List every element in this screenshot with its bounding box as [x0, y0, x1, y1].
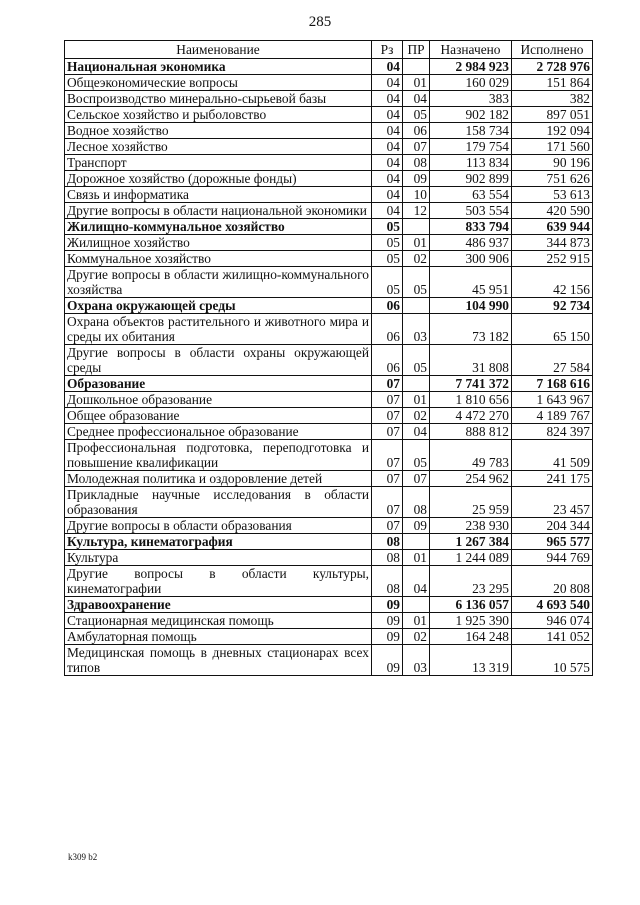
table-row	[65, 91, 593, 107]
row-rz-cell: 07	[372, 471, 403, 487]
row-pr-cell: 01	[403, 613, 430, 629]
table-row	[65, 187, 593, 203]
row-name-cell: Здравоохранение	[65, 597, 372, 613]
row-rz-cell: 07	[372, 424, 403, 440]
row-assigned-cell: 888 812	[430, 424, 512, 440]
row-executed-cell: 2 728 976	[512, 59, 593, 75]
row-pr-cell: 01	[403, 392, 430, 408]
row-assigned-cell: 503 554	[430, 203, 512, 219]
row-executed-cell: 53 613	[512, 187, 593, 203]
row-executed-cell: 151 864	[512, 75, 593, 91]
row-assigned-cell: 902 182	[430, 107, 512, 123]
row-executed-cell: 639 944	[512, 219, 593, 235]
table-header-row	[65, 41, 593, 59]
row-pr-cell: 01	[403, 550, 430, 566]
table-row	[65, 471, 593, 487]
row-assigned-cell: 1 244 089	[430, 550, 512, 566]
row-name-cell: Транспорт	[65, 155, 372, 171]
table-row	[65, 408, 593, 424]
row-pr-cell: 02	[403, 408, 430, 424]
row-executed-cell: 946 074	[512, 613, 593, 629]
row-assigned-cell: 4 472 270	[430, 408, 512, 424]
row-pr-cell: 04	[403, 424, 430, 440]
table-body	[65, 59, 593, 676]
row-pr-cell: 05	[403, 107, 430, 123]
row-rz-cell: 07	[372, 408, 403, 424]
row-executed-cell: 344 873	[512, 235, 593, 251]
row-executed-cell: 7 168 616	[512, 376, 593, 392]
row-executed-cell: 241 175	[512, 471, 593, 487]
row-executed-cell: 141 052	[512, 629, 593, 645]
table-row	[65, 645, 593, 676]
row-pr-cell: 05	[403, 267, 430, 298]
row-name-cell: Культура, кинематография	[65, 534, 372, 550]
row-executed-cell: 751 626	[512, 171, 593, 187]
row-pr-cell: 04	[403, 566, 430, 597]
table-row	[65, 123, 593, 139]
row-assigned-cell: 164 248	[430, 629, 512, 645]
row-pr-cell	[403, 534, 430, 550]
row-executed-cell: 27 584	[512, 345, 593, 376]
row-executed-cell: 41 509	[512, 440, 593, 471]
row-executed-cell: 965 577	[512, 534, 593, 550]
row-pr-cell	[403, 376, 430, 392]
row-name-cell: Коммунальное хозяйство	[65, 251, 372, 267]
row-name-cell: Другие вопросы в области культуры, кинематографии	[65, 566, 372, 597]
row-rz-cell: 04	[372, 123, 403, 139]
row-rz-cell: 04	[372, 203, 403, 219]
row-rz-cell: 07	[372, 440, 403, 471]
table-row	[65, 251, 593, 267]
table-row	[65, 155, 593, 171]
row-name-cell: Охрана окружающей среды	[65, 298, 372, 314]
row-executed-cell: 382	[512, 91, 593, 107]
table-row	[65, 392, 593, 408]
row-name-cell: Связь и информатика	[65, 187, 372, 203]
row-executed-cell: 171 560	[512, 139, 593, 155]
row-name-cell: Сельское хозяйство и рыболовство	[65, 107, 372, 123]
row-pr-cell: 03	[403, 314, 430, 345]
row-rz-cell: 07	[372, 518, 403, 534]
table-row	[65, 171, 593, 187]
row-executed-cell: 252 915	[512, 251, 593, 267]
row-pr-cell: 07	[403, 139, 430, 155]
row-assigned-cell: 486 937	[430, 235, 512, 251]
row-assigned-cell: 1 925 390	[430, 613, 512, 629]
header-name: Наименование	[65, 41, 372, 59]
row-executed-cell: 420 590	[512, 203, 593, 219]
row-executed-cell: 10 575	[512, 645, 593, 676]
row-executed-cell: 1 643 967	[512, 392, 593, 408]
row-pr-cell: 05	[403, 440, 430, 471]
row-pr-cell	[403, 219, 430, 235]
row-assigned-cell: 238 930	[430, 518, 512, 534]
row-pr-cell: 07	[403, 471, 430, 487]
table-row	[65, 550, 593, 566]
row-assigned-cell: 833 794	[430, 219, 512, 235]
table-row	[65, 235, 593, 251]
row-assigned-cell: 179 754	[430, 139, 512, 155]
row-name-cell: Общеэкономические вопросы	[65, 75, 372, 91]
row-assigned-cell: 1 267 384	[430, 534, 512, 550]
row-assigned-cell: 6 136 057	[430, 597, 512, 613]
row-pr-cell	[403, 298, 430, 314]
row-rz-cell: 04	[372, 139, 403, 155]
row-name-cell: Общее образование	[65, 408, 372, 424]
row-assigned-cell: 45 951	[430, 267, 512, 298]
row-rz-cell: 08	[372, 534, 403, 550]
table-row	[65, 219, 593, 235]
row-executed-cell: 4 693 540	[512, 597, 593, 613]
row-pr-cell: 08	[403, 155, 430, 171]
row-assigned-cell: 13 319	[430, 645, 512, 676]
row-pr-cell: 03	[403, 645, 430, 676]
header-rz: Рз	[372, 41, 403, 59]
table-row	[65, 75, 593, 91]
row-name-cell: Другие вопросы в области образования	[65, 518, 372, 534]
row-pr-cell: 12	[403, 203, 430, 219]
row-name-cell: Жилищное хозяйство	[65, 235, 372, 251]
row-name-cell: Молодежная политика и оздоровление детей	[65, 471, 372, 487]
row-pr-cell	[403, 59, 430, 75]
row-pr-cell	[403, 597, 430, 613]
row-executed-cell: 23 457	[512, 487, 593, 518]
row-rz-cell: 09	[372, 597, 403, 613]
row-rz-cell: 05	[372, 235, 403, 251]
row-name-cell: Дошкольное образование	[65, 392, 372, 408]
table-row	[65, 59, 593, 75]
row-rz-cell: 05	[372, 267, 403, 298]
row-executed-cell: 42 156	[512, 267, 593, 298]
row-assigned-cell: 300 906	[430, 251, 512, 267]
table-row	[65, 345, 593, 376]
row-name-cell: Профессиональная подготовка, переподготовка и повышение квалификации	[65, 440, 372, 471]
row-pr-cell: 05	[403, 345, 430, 376]
row-assigned-cell: 1 810 656	[430, 392, 512, 408]
table-row	[65, 203, 593, 219]
row-assigned-cell: 2 984 923	[430, 59, 512, 75]
row-executed-cell: 4 189 767	[512, 408, 593, 424]
table-row	[65, 613, 593, 629]
row-rz-cell: 04	[372, 155, 403, 171]
row-name-cell: Дорожное хозяйство (дорожные фонды)	[65, 171, 372, 187]
row-pr-cell: 10	[403, 187, 430, 203]
row-assigned-cell: 49 783	[430, 440, 512, 471]
row-executed-cell: 897 051	[512, 107, 593, 123]
header-executed: Исполнено	[512, 41, 593, 59]
table-row	[65, 267, 593, 298]
row-rz-cell: 04	[372, 75, 403, 91]
row-assigned-cell: 113 834	[430, 155, 512, 171]
table-row	[65, 139, 593, 155]
row-name-cell: Охрана объектов растительного и животного мира и среды их обитания	[65, 314, 372, 345]
table-row	[65, 298, 593, 314]
row-assigned-cell: 160 029	[430, 75, 512, 91]
row-pr-cell: 02	[403, 629, 430, 645]
row-pr-cell: 09	[403, 518, 430, 534]
row-rz-cell: 06	[372, 345, 403, 376]
table-row	[65, 597, 593, 613]
row-name-cell: Другие вопросы в области охраны окружающей среды	[65, 345, 372, 376]
row-name-cell: Другие вопросы в области жилищно-коммунального хозяйства	[65, 267, 372, 298]
row-name-cell: Лесное хозяйство	[65, 139, 372, 155]
row-name-cell: Культура	[65, 550, 372, 566]
row-rz-cell: 08	[372, 550, 403, 566]
row-name-cell: Образование	[65, 376, 372, 392]
row-assigned-cell: 31 808	[430, 345, 512, 376]
table-row	[65, 566, 593, 597]
row-executed-cell: 824 397	[512, 424, 593, 440]
table-row	[65, 376, 593, 392]
row-executed-cell: 65 150	[512, 314, 593, 345]
row-rz-cell: 04	[372, 187, 403, 203]
row-executed-cell: 944 769	[512, 550, 593, 566]
row-assigned-cell: 63 554	[430, 187, 512, 203]
header-assigned: Назначено	[430, 41, 512, 59]
table-row	[65, 487, 593, 518]
row-name-cell: Прикладные научные исследования в области образования	[65, 487, 372, 518]
row-executed-cell: 92 734	[512, 298, 593, 314]
row-rz-cell: 07	[372, 392, 403, 408]
budget-table	[64, 40, 593, 676]
table-row	[65, 518, 593, 534]
table-row	[65, 629, 593, 645]
row-name-cell: Амбулаторная помощь	[65, 629, 372, 645]
row-rz-cell: 04	[372, 107, 403, 123]
row-rz-cell: 06	[372, 298, 403, 314]
row-assigned-cell: 7 741 372	[430, 376, 512, 392]
row-pr-cell: 02	[403, 251, 430, 267]
row-name-cell: Водное хозяйство	[65, 123, 372, 139]
row-rz-cell: 09	[372, 629, 403, 645]
row-executed-cell: 20 808	[512, 566, 593, 597]
row-rz-cell: 07	[372, 376, 403, 392]
row-executed-cell: 90 196	[512, 155, 593, 171]
row-pr-cell: 08	[403, 487, 430, 518]
row-executed-cell: 192 094	[512, 123, 593, 139]
row-rz-cell: 09	[372, 645, 403, 676]
page-number: 285	[308, 14, 332, 30]
row-rz-cell: 08	[372, 566, 403, 597]
table-row	[65, 424, 593, 440]
row-assigned-cell: 23 295	[430, 566, 512, 597]
row-pr-cell: 06	[403, 123, 430, 139]
row-rz-cell: 05	[372, 251, 403, 267]
row-name-cell: Воспроизводство минерально-сырьевой базы	[65, 91, 372, 107]
row-pr-cell: 04	[403, 91, 430, 107]
table-row	[65, 107, 593, 123]
row-name-cell: Национальная экономика	[65, 59, 372, 75]
row-rz-cell: 04	[372, 59, 403, 75]
table-row	[65, 440, 593, 471]
row-assigned-cell: 254 962	[430, 471, 512, 487]
row-assigned-cell: 902 899	[430, 171, 512, 187]
row-name-cell: Другие вопросы в области национальной экономики	[65, 203, 372, 219]
row-assigned-cell: 383	[430, 91, 512, 107]
table-row	[65, 534, 593, 550]
row-rz-cell: 05	[372, 219, 403, 235]
row-executed-cell: 204 344	[512, 518, 593, 534]
row-assigned-cell: 158 734	[430, 123, 512, 139]
row-name-cell: Медицинская помощь в дневных стационарах всех типов	[65, 645, 372, 676]
row-assigned-cell: 73 182	[430, 314, 512, 345]
table-row	[65, 314, 593, 345]
header-pr: ПР	[403, 41, 430, 59]
row-rz-cell: 06	[372, 314, 403, 345]
row-rz-cell: 04	[372, 171, 403, 187]
row-pr-cell: 01	[403, 235, 430, 251]
row-name-cell: Жилищно-коммунальное хозяйство	[65, 219, 372, 235]
row-name-cell: Среднее профессиональное образование	[65, 424, 372, 440]
row-name-cell: Стационарная медицинская помощь	[65, 613, 372, 629]
row-pr-cell: 09	[403, 171, 430, 187]
footer-code: k309 b2	[68, 852, 98, 862]
row-rz-cell: 04	[372, 91, 403, 107]
row-assigned-cell: 104 990	[430, 298, 512, 314]
row-assigned-cell: 25 959	[430, 487, 512, 518]
row-rz-cell: 09	[372, 613, 403, 629]
row-rz-cell: 07	[372, 487, 403, 518]
row-pr-cell: 01	[403, 75, 430, 91]
